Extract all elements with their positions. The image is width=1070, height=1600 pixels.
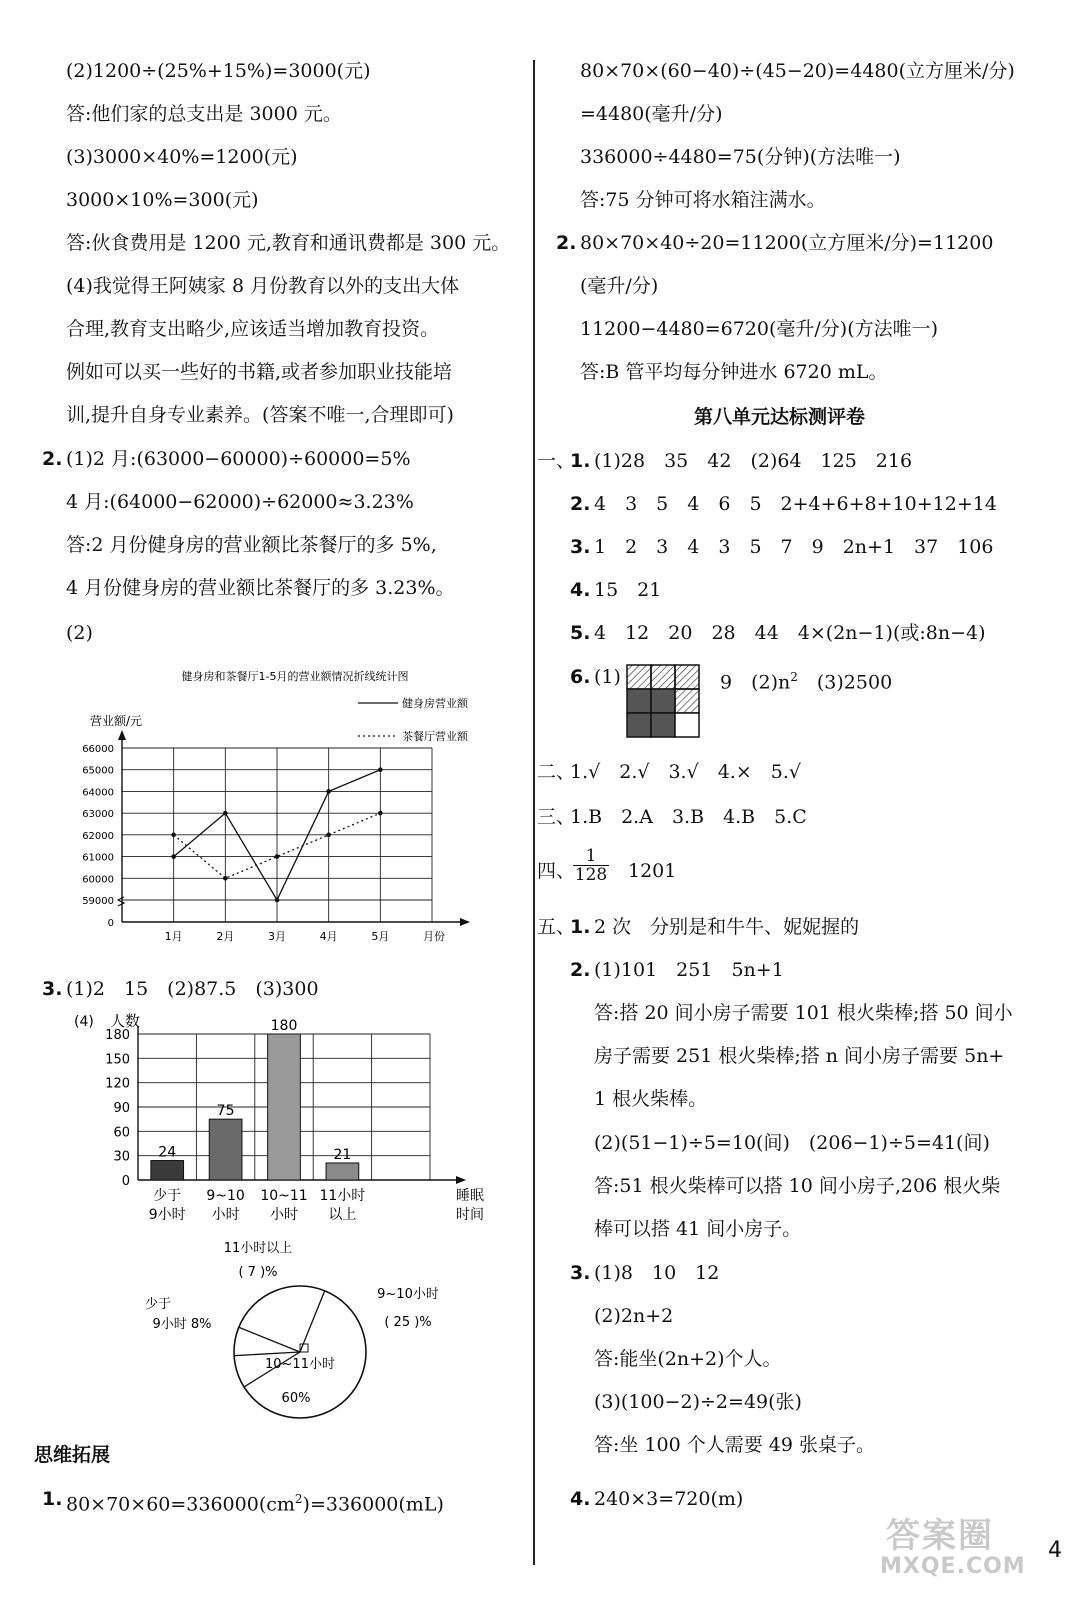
part-4-label: 四、 — [537, 860, 576, 882]
right-line-3: 336000÷4480=75(分钟)(方法唯一) — [580, 146, 901, 168]
bar-x-axis-arrow — [456, 1176, 466, 1184]
bar-y-tick-label: 120 — [105, 1076, 130, 1092]
part-5-line-9: (1)8 10 12 — [594, 1262, 720, 1284]
y-tick-label: 59000 — [82, 896, 114, 907]
part-2-label: 二、 — [537, 761, 576, 783]
data-point-teahouse — [171, 833, 176, 838]
part-5-line-12: (3)(100−2)÷2=49(张) — [594, 1391, 802, 1413]
watermark-url: MXQE.COM — [880, 1554, 1026, 1579]
left-line-11: 4 月:(64000−62000)÷62000≈3.23% — [66, 491, 414, 513]
left-line-14: (2) — [66, 622, 93, 644]
pie-label-9to10-top: 9~10小时 — [377, 1287, 439, 1302]
x-tick-label: 2月 — [216, 930, 235, 943]
part-1-q5: 4 12 20 28 44 4×(2n−1)(或:8n−4) — [594, 622, 986, 644]
bar-x-axis-label-line2: 时间 — [456, 1207, 484, 1223]
y-axis-label: 营业额/元 — [90, 714, 143, 728]
left-line-9: 训,提升自身专业素养。(答案不唯一,合理即可) — [66, 404, 454, 426]
x-axis-arrow — [460, 918, 470, 926]
bar-value-label: 75 — [216, 1103, 235, 1120]
watermark-logo: 答案圈 — [886, 1516, 994, 1556]
left-line-10: (1)2 月:(63000−60000)÷60000=5% — [66, 448, 411, 470]
bar — [151, 1161, 184, 1180]
left-line-3: (3)3000×40%=1200(元) — [66, 146, 298, 168]
bar-x-axis-label-line1: 睡眠 — [456, 1188, 484, 1204]
bar-category-label-line1: 9~10 — [206, 1188, 245, 1204]
tuozhan-1: $80\times 70\times 60=336000(cm^2)=336000(mL)$ — [66, 1492, 444, 1516]
right-line-8: 答:B 管平均每分钟进水 6720 mL。 — [580, 361, 888, 383]
pie-label-lt9-bottom: 9小时 8% — [152, 1317, 212, 1332]
bar-category-label-line2: 以上 — [328, 1207, 357, 1223]
part-1-q4-number: 4. — [570, 579, 591, 601]
bar-value-label: 180 — [270, 1018, 298, 1034]
y-tick-label: 62000 — [82, 830, 114, 842]
bar-category-label-line2: 小时 — [211, 1207, 240, 1223]
x-axis-label: 月份 — [423, 930, 445, 943]
page-number: 4 — [1048, 1538, 1062, 1563]
grid-cell — [627, 665, 651, 689]
bar-category-label-line2: 9小时 — [148, 1207, 186, 1223]
right-line-4: 答:75 分钟可将水箱注满水。 — [580, 189, 826, 211]
left-line-8: 例如可以买一些好的书籍,或者参加职业技能培 — [66, 361, 453, 383]
part-5-line-2: (1)101 251 5n+1 — [594, 959, 784, 981]
bar-category-label-line2: 小时 — [270, 1207, 298, 1223]
bar-y-tick-label: 150 — [105, 1052, 130, 1068]
part-5-line-13: 答:坐 100 个人需要 49 张桌子。 — [594, 1434, 876, 1456]
y-tick-label: 66000 — [82, 744, 114, 755]
bar-category-label-line1: 11小时 — [319, 1188, 366, 1204]
x-tick-label: 3月 — [268, 930, 286, 943]
y-tick-label: 60000 — [82, 874, 114, 886]
part-4-value: 1201 — [628, 860, 677, 882]
part-5-line-8: 棒可以搭 41 间小房子。 — [594, 1218, 802, 1240]
axis-break — [118, 897, 124, 906]
data-point-teahouse — [275, 854, 280, 859]
part-5-line-5: 1 根火柴棒。 — [594, 1088, 708, 1110]
bar-category-label-line1: 少于 — [153, 1188, 182, 1204]
pie-chart — [140, 1240, 470, 1440]
grid-cell — [627, 713, 651, 737]
data-point-teahouse — [378, 811, 383, 816]
left-line-2: 答:他们家的总支出是 3000 元。 — [66, 103, 342, 125]
bar — [326, 1163, 359, 1180]
bar-y-tick-label: 30 — [113, 1149, 130, 1165]
legend-label-fitness: 健身房营业额 — [402, 697, 468, 710]
part-3-answers: 1.B 2.A 3.B 4.B 5.C — [570, 806, 807, 828]
legend-label-teahouse: 茶餐厅营业额 — [402, 730, 468, 743]
part-5-line-6: (2)(51−1)÷5=10(间) (206−1)÷5=41(间) — [594, 1132, 990, 1154]
part-1-q1-number: 1. — [570, 450, 591, 472]
right-line-1: 80×70×(60−40)÷(45−20)=4480(立方厘米/分) — [580, 60, 1015, 82]
bar-y-tick-label: 0 — [121, 1174, 130, 1189]
bar-category-label-line1: 10~11 — [260, 1188, 308, 1204]
part-5-line-14: 240×3=720(m) — [594, 1488, 744, 1510]
bar — [268, 1034, 301, 1180]
left-line-1: (2)1200÷(25%+15%)=3000(元) — [66, 60, 371, 82]
grid-cell — [651, 689, 675, 713]
bar-y-tick-label: 60 — [113, 1125, 130, 1141]
right-q2-number: 2. — [556, 232, 577, 254]
grid-cell — [675, 713, 699, 737]
data-point-fitness — [275, 898, 280, 903]
fraction — [573, 847, 609, 884]
part-1-q5-number: 5. — [570, 622, 591, 644]
part-1-q6-answer: 9 $(2)n^2$ (3)2500 — [720, 670, 893, 694]
pie-label-10to11-bottom: 60% — [281, 1391, 311, 1406]
x-tick-label: 4月 — [319, 930, 338, 943]
part-5-q3-number: 3. — [570, 1262, 591, 1284]
y-tick-label: 61000 — [82, 852, 114, 864]
bar-y-axis-label: 人数 — [110, 1012, 141, 1030]
bar-value-label: 21 — [333, 1146, 352, 1163]
grid-cell — [627, 689, 651, 713]
left-line-13: 4 月份健身房的营业额比茶餐厅的多 3.23%。 — [66, 577, 455, 599]
part-1-q2: 4 3 5 4 6 5 2+4+6+8+10+12+14 — [594, 493, 997, 515]
data-point-fitness — [378, 767, 383, 772]
grid-cell — [675, 689, 699, 713]
chart-title: 健身房和茶餐厅1-5月的营业额情况折线统计图 — [181, 670, 409, 683]
question-3-number: 3. — [42, 978, 63, 1000]
column-divider — [533, 60, 535, 1565]
part-1-q2-number: 2. — [570, 493, 591, 515]
tuozhan-1-number: 1. — [42, 1488, 63, 1510]
grid-cell — [675, 665, 699, 689]
part-1-q6-prefix: (1) — [594, 666, 621, 688]
data-point-fitness — [171, 854, 176, 859]
data-point-fitness — [223, 811, 228, 816]
data-point-teahouse — [326, 833, 331, 838]
part-5-q4-number: 4. — [570, 1488, 591, 1510]
bar-y-tick-label: 180 — [105, 1028, 130, 1043]
part-3-label: 三、 — [537, 806, 576, 828]
y-axis-arrow — [118, 730, 126, 740]
pie-label-9to10-bottom: ( 25 )% — [384, 1315, 432, 1330]
part-5-line-11: 答:能坐(2n+2)个人。 — [594, 1348, 782, 1370]
left-line-7: 合理,教育支出略少,应该适当增加教育投资。 — [66, 318, 440, 340]
pie-label-gt11-top: 11小时以上 — [223, 1241, 293, 1256]
part-1-label: 一、 — [537, 450, 576, 472]
bar-value-label: 24 — [158, 1144, 177, 1161]
part-5-q1: 2 次 分别是和牛牛、妮妮握的 — [594, 916, 860, 938]
bar-y-tick-label: 90 — [113, 1101, 130, 1116]
x-tick-label: 5月 — [371, 930, 390, 943]
pie-label-gt11-bottom: ( 7 )% — [238, 1265, 278, 1280]
question-2-number: 2. — [42, 448, 63, 470]
pie-label-10to11-top: 10~11小时 — [265, 1357, 335, 1372]
fraction-denominator: 128 — [574, 865, 608, 885]
y-tick-label: 65000 — [82, 765, 114, 777]
line-chart — [60, 670, 530, 970]
part-5-q1-number: 1. — [570, 916, 591, 938]
part-5-label: 五、 — [537, 916, 576, 938]
y-tick-label: 0 — [107, 918, 114, 929]
left-line-15: (1)2 15 (2)87.5 (3)300 — [66, 978, 319, 1000]
right-line-2: =4480(毫升/分) — [580, 103, 723, 125]
x-tick-label: 1月 — [164, 930, 183, 943]
part-2-answers: 1.√ 2.√ 3.√ 4.× 5.√ — [570, 761, 801, 783]
left-line-4: 3000×10%=300(元) — [66, 189, 259, 211]
right-line-5: 80×70×40÷20=11200(立方厘米/分)=11200 — [580, 232, 994, 254]
left-line-6: (4)我觉得王阿姨家 8 月份教育以外的支出大体 — [66, 275, 460, 297]
part-5-line-10: (2)2n+2 — [594, 1305, 674, 1327]
square-grid-figure — [626, 664, 700, 738]
part-5-line-3: 答:搭 20 间小房子需要 101 根火柴棒;搭 50 间小 — [594, 1002, 1013, 1024]
y-tick-label: 63000 — [82, 809, 114, 821]
left-line-12: 答:2 月份健身房的营业额比茶餐厅的多 5%, — [66, 534, 437, 556]
part-5-line-4: 房子需要 251 根火柴棒;搭 n 间小房子需要 5n+ — [594, 1045, 1005, 1067]
part-5-line-7: 答:51 根火柴棒可以搭 10 间小房子,206 根火柴 — [594, 1175, 1001, 1197]
data-point-teahouse — [223, 876, 228, 881]
grid-cell — [651, 665, 675, 689]
bar-chart — [60, 1010, 510, 1240]
pie-label-lt9-top: 少于 — [144, 1297, 172, 1312]
part-1-q6-number: 6. — [570, 666, 591, 688]
bar-chart-prefix: (4) — [74, 1014, 94, 1030]
left-line-5: 答:伙食费用是 1200 元,教育和通讯费都是 300 元。 — [66, 232, 511, 254]
part-1-q1: (1)28 35 42 (2)64 125 216 — [594, 450, 913, 472]
right-line-6: (毫升/分) — [580, 275, 659, 297]
fraction-numerator: 1 — [585, 846, 597, 866]
part-5-q2-number: 2. — [570, 959, 591, 981]
section-title: 思维拓展 — [34, 1444, 111, 1466]
bar — [209, 1119, 242, 1180]
right-line-7: 11200−4480=6720(毫升/分)(方法唯一) — [580, 318, 939, 340]
y-tick-label: 64000 — [82, 787, 114, 799]
data-point-fitness — [326, 789, 331, 794]
unit-title: 第八单元达标测评卷 — [694, 406, 866, 428]
part-1-q4: 15 21 — [594, 579, 662, 601]
grid-cell — [651, 713, 675, 737]
part-1-q3-number: 3. — [570, 536, 591, 558]
part-1-q3: 1 2 3 4 3 5 7 9 2n+1 37 106 — [594, 536, 994, 558]
